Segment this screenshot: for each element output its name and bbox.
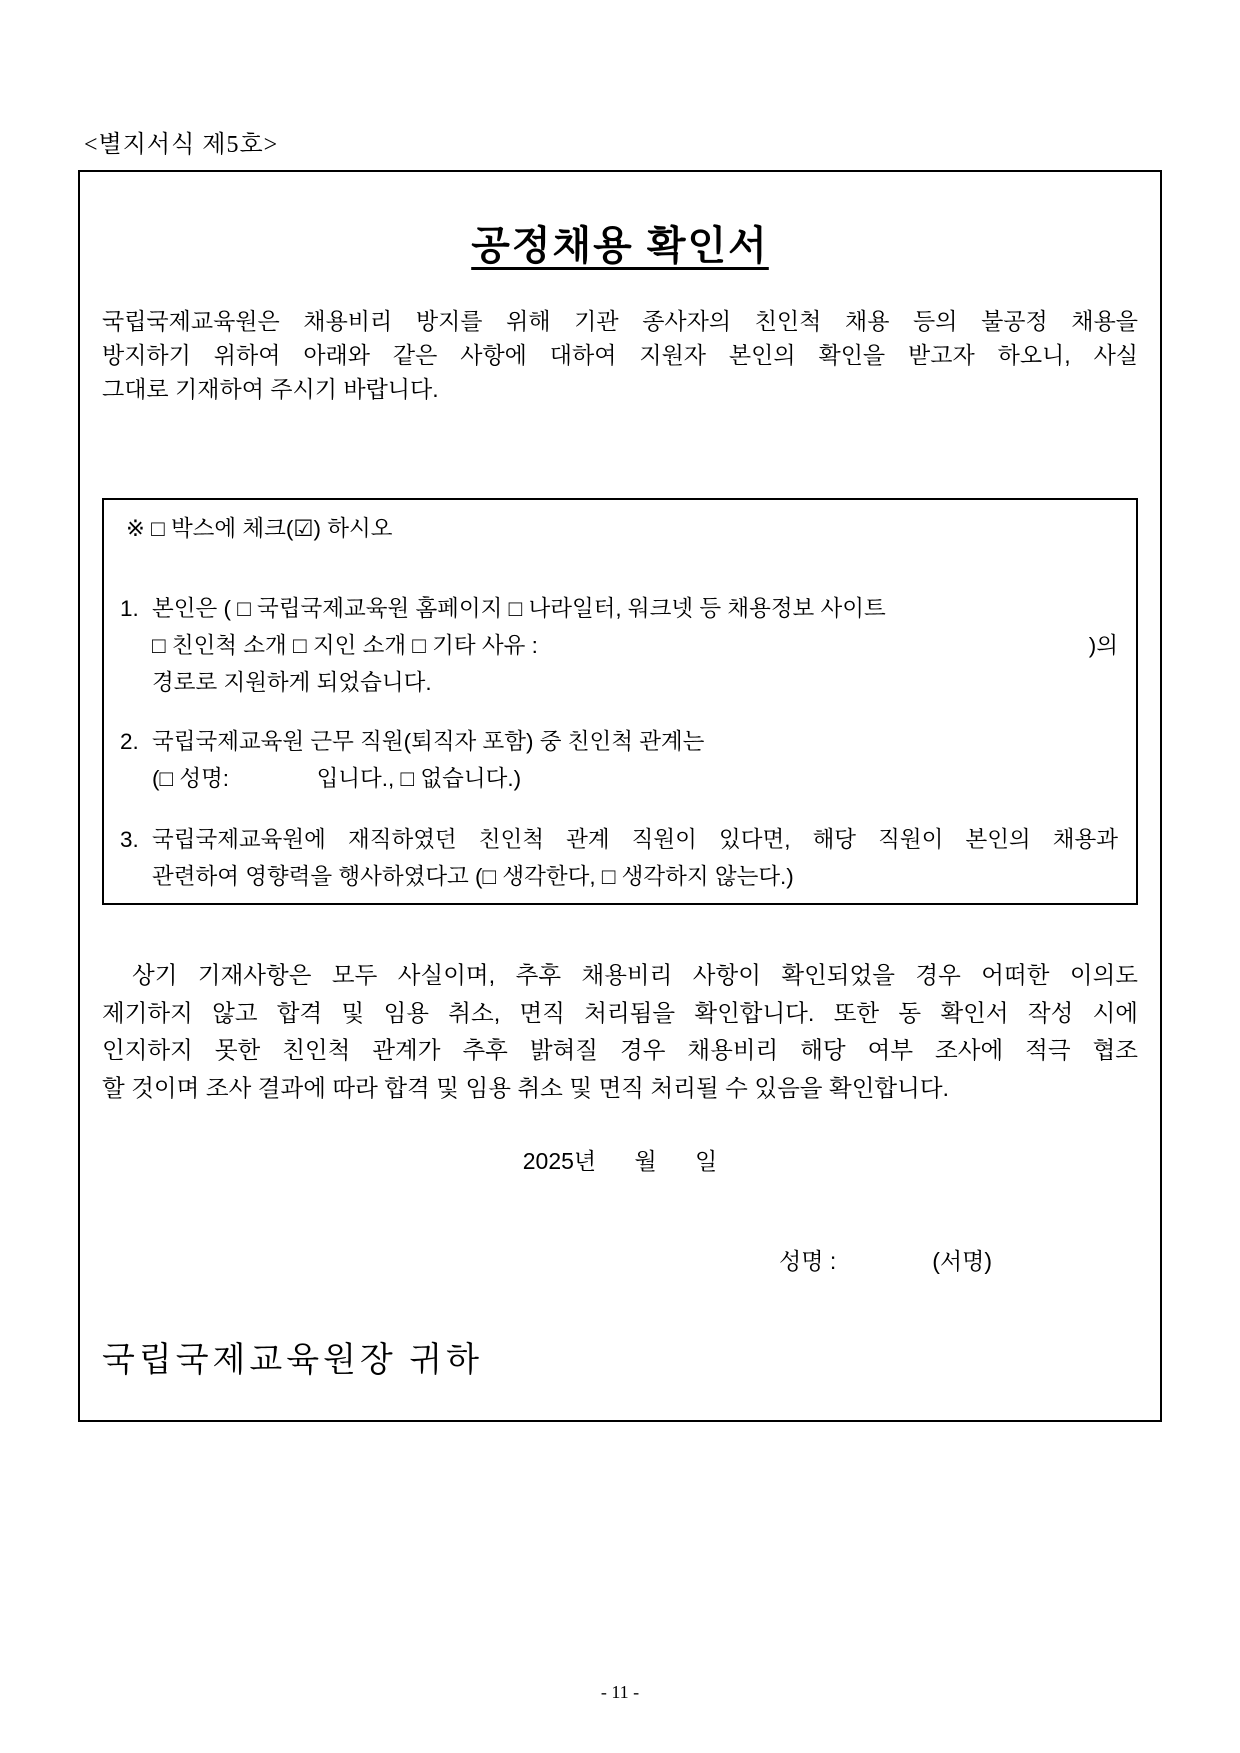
checklist-item-2	[120, 723, 1118, 797]
item3-line2: 관련하여 영향력을 행사하였다고 (□ 생각한다, □ 생각하지 않는다.)	[152, 864, 794, 889]
intro-line: 그대로 기재하여 주시기 바랍니다.	[102, 376, 439, 402]
signature-name-label: 성명 :	[779, 1248, 837, 1274]
item3-line1: 국립국제교육원에 재직하였던 친인척 관계 직원이 있다면, 해당 직원이 본인의 채용과	[152, 827, 1118, 852]
closing-paragraph	[102, 957, 1138, 1107]
document-border-box	[78, 170, 1162, 1422]
item1-line1: 본인은 ( □ 국립국제교육원 홈페이지 □ 나라일터, 워크넷 등 채용정보 사이트	[152, 596, 886, 621]
item1-line2	[152, 627, 1118, 664]
item-body	[152, 723, 1118, 797]
closing-line: 상기 기재사항은 모두 사실이며, 추후 채용비리 사항이 확인되었을 경우 어떠한 이의도	[132, 962, 1138, 988]
checklist-box	[102, 498, 1138, 905]
intro-line: 방지하기 위하여 아래와 같은 사항에 대하여 지원자 본인의 확인을 받고자 하오니, 사실	[102, 342, 1138, 368]
item2-line2: (□ 성명: 입니다., □ 없습니다.)	[152, 766, 522, 791]
item-number: 2.	[120, 729, 139, 754]
item1-line3: 경로로 지원하게 되었습니다.	[152, 670, 432, 695]
page-number: - 11 -	[600, 1682, 640, 1702]
item-number: 3.	[120, 827, 139, 852]
item2-line1: 국립국제교육원 근무 직원(퇴직자 포함) 중 친인척 관계는	[152, 729, 705, 754]
item1-line2-checkboxes: □ 친인척 소개 □ 지인 소개 □ 기타 사유 :	[152, 633, 538, 658]
closing-line: 인지하지 못한 친인척 관계가 추후 밝혀질 경우 채용비리 해당 여부 조사에 적극 협조	[102, 1037, 1138, 1063]
signature-sign-label: (서명)	[932, 1248, 992, 1274]
date-line: 2025년 월 일	[522, 1148, 718, 1174]
intro-line: 국립국제교육원은 채용비리 방지를 위해 기관 종사자의 친인척 채용 등의 불공정 채용을	[102, 308, 1138, 334]
checklist-item-1	[120, 590, 1118, 701]
signature-line	[102, 1245, 1138, 1277]
checkbox-instruction: ※ □ 박스에 체크(☑) 하시오	[126, 516, 393, 541]
item-number: 1.	[120, 596, 139, 621]
item1-line2-paren-close: )의	[1088, 633, 1118, 658]
item-body	[152, 590, 1118, 701]
recipient-line: 국립국제교육원장 귀하	[102, 1342, 483, 1379]
form-number-label: <별지서식 제5호>	[84, 132, 279, 158]
closing-line: 제기하지 않고 합격 및 임용 취소, 면직 처리됨을 확인합니다. 또한 동 확인서 작성 시에	[102, 999, 1138, 1026]
intro-paragraph	[102, 304, 1138, 406]
page-title-text: 공정채용 확인서	[471, 224, 769, 268]
item-body	[152, 821, 1118, 895]
checklist-item-3	[120, 821, 1118, 895]
closing-line: 할 것이며 조사 결과에 따라 합격 및 임용 취소 및 면직 처리될 수 있음을 확인합니다.	[102, 1074, 950, 1101]
page-title	[102, 222, 1138, 270]
